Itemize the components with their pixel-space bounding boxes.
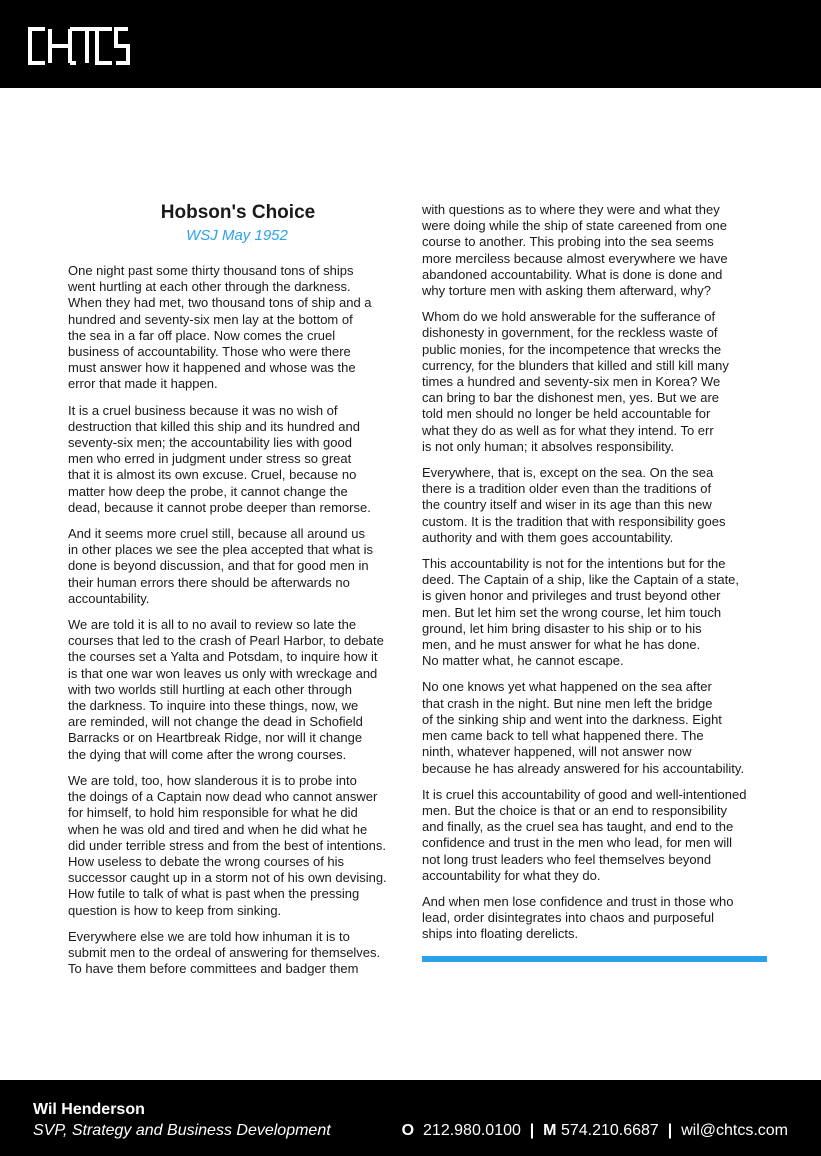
office-phone[interactable]: 212.980.0100 — [423, 1122, 521, 1139]
paragraph: This accountability is not for the intentions but for the deed. The Captain of a ship, like the Captain of a state, is given honor and privileges and trust beyond other men. But let him set the wrong course, let him touch ground, let him bring disaster to his ship or to his men, and he must answer for what he has done. No matter what, he cannot escape. — [422, 556, 740, 669]
contact-details — [402, 1122, 788, 1140]
contact-name: Wil Henderson — [33, 1101, 145, 1118]
paragraph: We are told, too, how slanderous it is to probe into the doings of a Captain now dead who cannot answer for himself, to hold him responsible for what he did when he was old and tired and when he did what he did under terrible stress and from the best of intentions. How useless to debate the wrong courses of his successor caught up in a storm not of his own devising. How futile to talk of what is past when the pressing question is how to keep from sinking. — [68, 772, 387, 918]
footer-bar — [0, 1080, 821, 1156]
article-title: Hobson's Choice — [160, 202, 316, 223]
article-column-right — [422, 202, 767, 962]
article-column-left — [68, 202, 406, 987]
paragraph: Everywhere else we are told how inhuman it is to submit men to the ordeal of answering for themselves. To have them before committees and badger them — [68, 928, 381, 977]
office-label: O — [401, 1122, 415, 1139]
paragraph: And it seems more cruel still, because all around us in other places we see the plea accepted that what is done is beyond discussion, and that for good men in their human errors there should be afterwards no accountability. — [68, 526, 373, 606]
email-link[interactable]: wil@chtcs.com — [681, 1122, 788, 1139]
article-source: WSJ May 1952 — [186, 227, 288, 244]
mobile-label: M — [543, 1122, 557, 1139]
paragraph: with questions as to where they were and what they were doing while the ship of state careened from one course to another. This probing into the sea seems more merciless because almost everywhere we have abandoned accountability. What is done is done and why torture men with asking them afterward, why? — [422, 202, 728, 299]
mobile-phone[interactable]: 574.210.6687 — [560, 1122, 659, 1139]
paragraph: We are told it is all to no avail to review so late the courses that led to the crash of Pearl Harbor, to debate the courses set a Yalta and Potsdam, to inquire how it is that one war won leaves us only with wreckage and with two worlds still hurtling at each other through the darkness. To inquire into these things, now, we are reminded, will not change the dead in Schofield Barracks or on Heartbreak Ridge, nor will it change the dying that will come after the wrong courses. — [68, 617, 384, 762]
paragraph: One night past some thirty thousand tons of ships went hurtling at each other through the darkness. When they had met, two thousand tons of ship and a hundred and seventy-six men lay at the bottom of the sea in a far off place. Now comes the cruel business of accountability. Those who were there must answer how it happened and whose was the error that made it happen. — [68, 263, 372, 392]
paragraph: And when men lose confidence and trust in those who lead, order disintegrates into chaos and purposeful ships into floating derelicts. — [422, 893, 734, 942]
contact-role: SVP, Strategy and Business Development — [33, 1122, 331, 1139]
header-bar — [0, 0, 821, 88]
accent-divider — [422, 956, 767, 962]
paragraph: It is a cruel business because it was no wish of destruction that killed this ship and its hundred and seventy-six men; the accountability lies with good men who erred in judgment under stress so great that it is almost its own excuse. Cruel, because no matter how deep the probe, it cannot change the dead, because it cannot probe deeper than remorse. — [68, 402, 371, 515]
paragraph: It is cruel this accountability of good and well-intentioned men. But the choice is that or an end to responsibility and finally, as the cruel sea has taught, and end to the confidence and trust in the men who lead, for men will not long trust leaders who feel themselves beyond accountability for what they do. — [422, 786, 747, 883]
paragraph: No one knows yet what happened on the sea after that crash in the night. But nine men left the bridge of the sinking ship and went into the darkness. Eight men came back to tell what happened there. The ninth, whatever happened, will not answer now because he has already answered for his accountability. — [422, 679, 745, 776]
chtcs-logo — [27, 26, 131, 66]
separator: | — [529, 1122, 535, 1139]
separator: | — [667, 1122, 673, 1139]
paragraph: Whom do we hold answerable for the sufferance of dishonesty in government, for the reckless waste of public monies, for the incompetence that wrecks the currency, for the blunders that killed and still kill many times a hundred and seventy-six men in Korea? We can bring to bar the dishonest men, yes. But we are told men should no longer be held accountable for what they do as well as for what they intend. To err is not only human; it absolves responsibility. — [422, 309, 729, 454]
paragraph: Everywhere, that is, except on the sea. On the sea there is a tradition older even than the traditions of the country itself and wiser in its age than this new custom. It is the tradition that with responsibility goes authority and with them goes accountability. — [422, 465, 726, 545]
